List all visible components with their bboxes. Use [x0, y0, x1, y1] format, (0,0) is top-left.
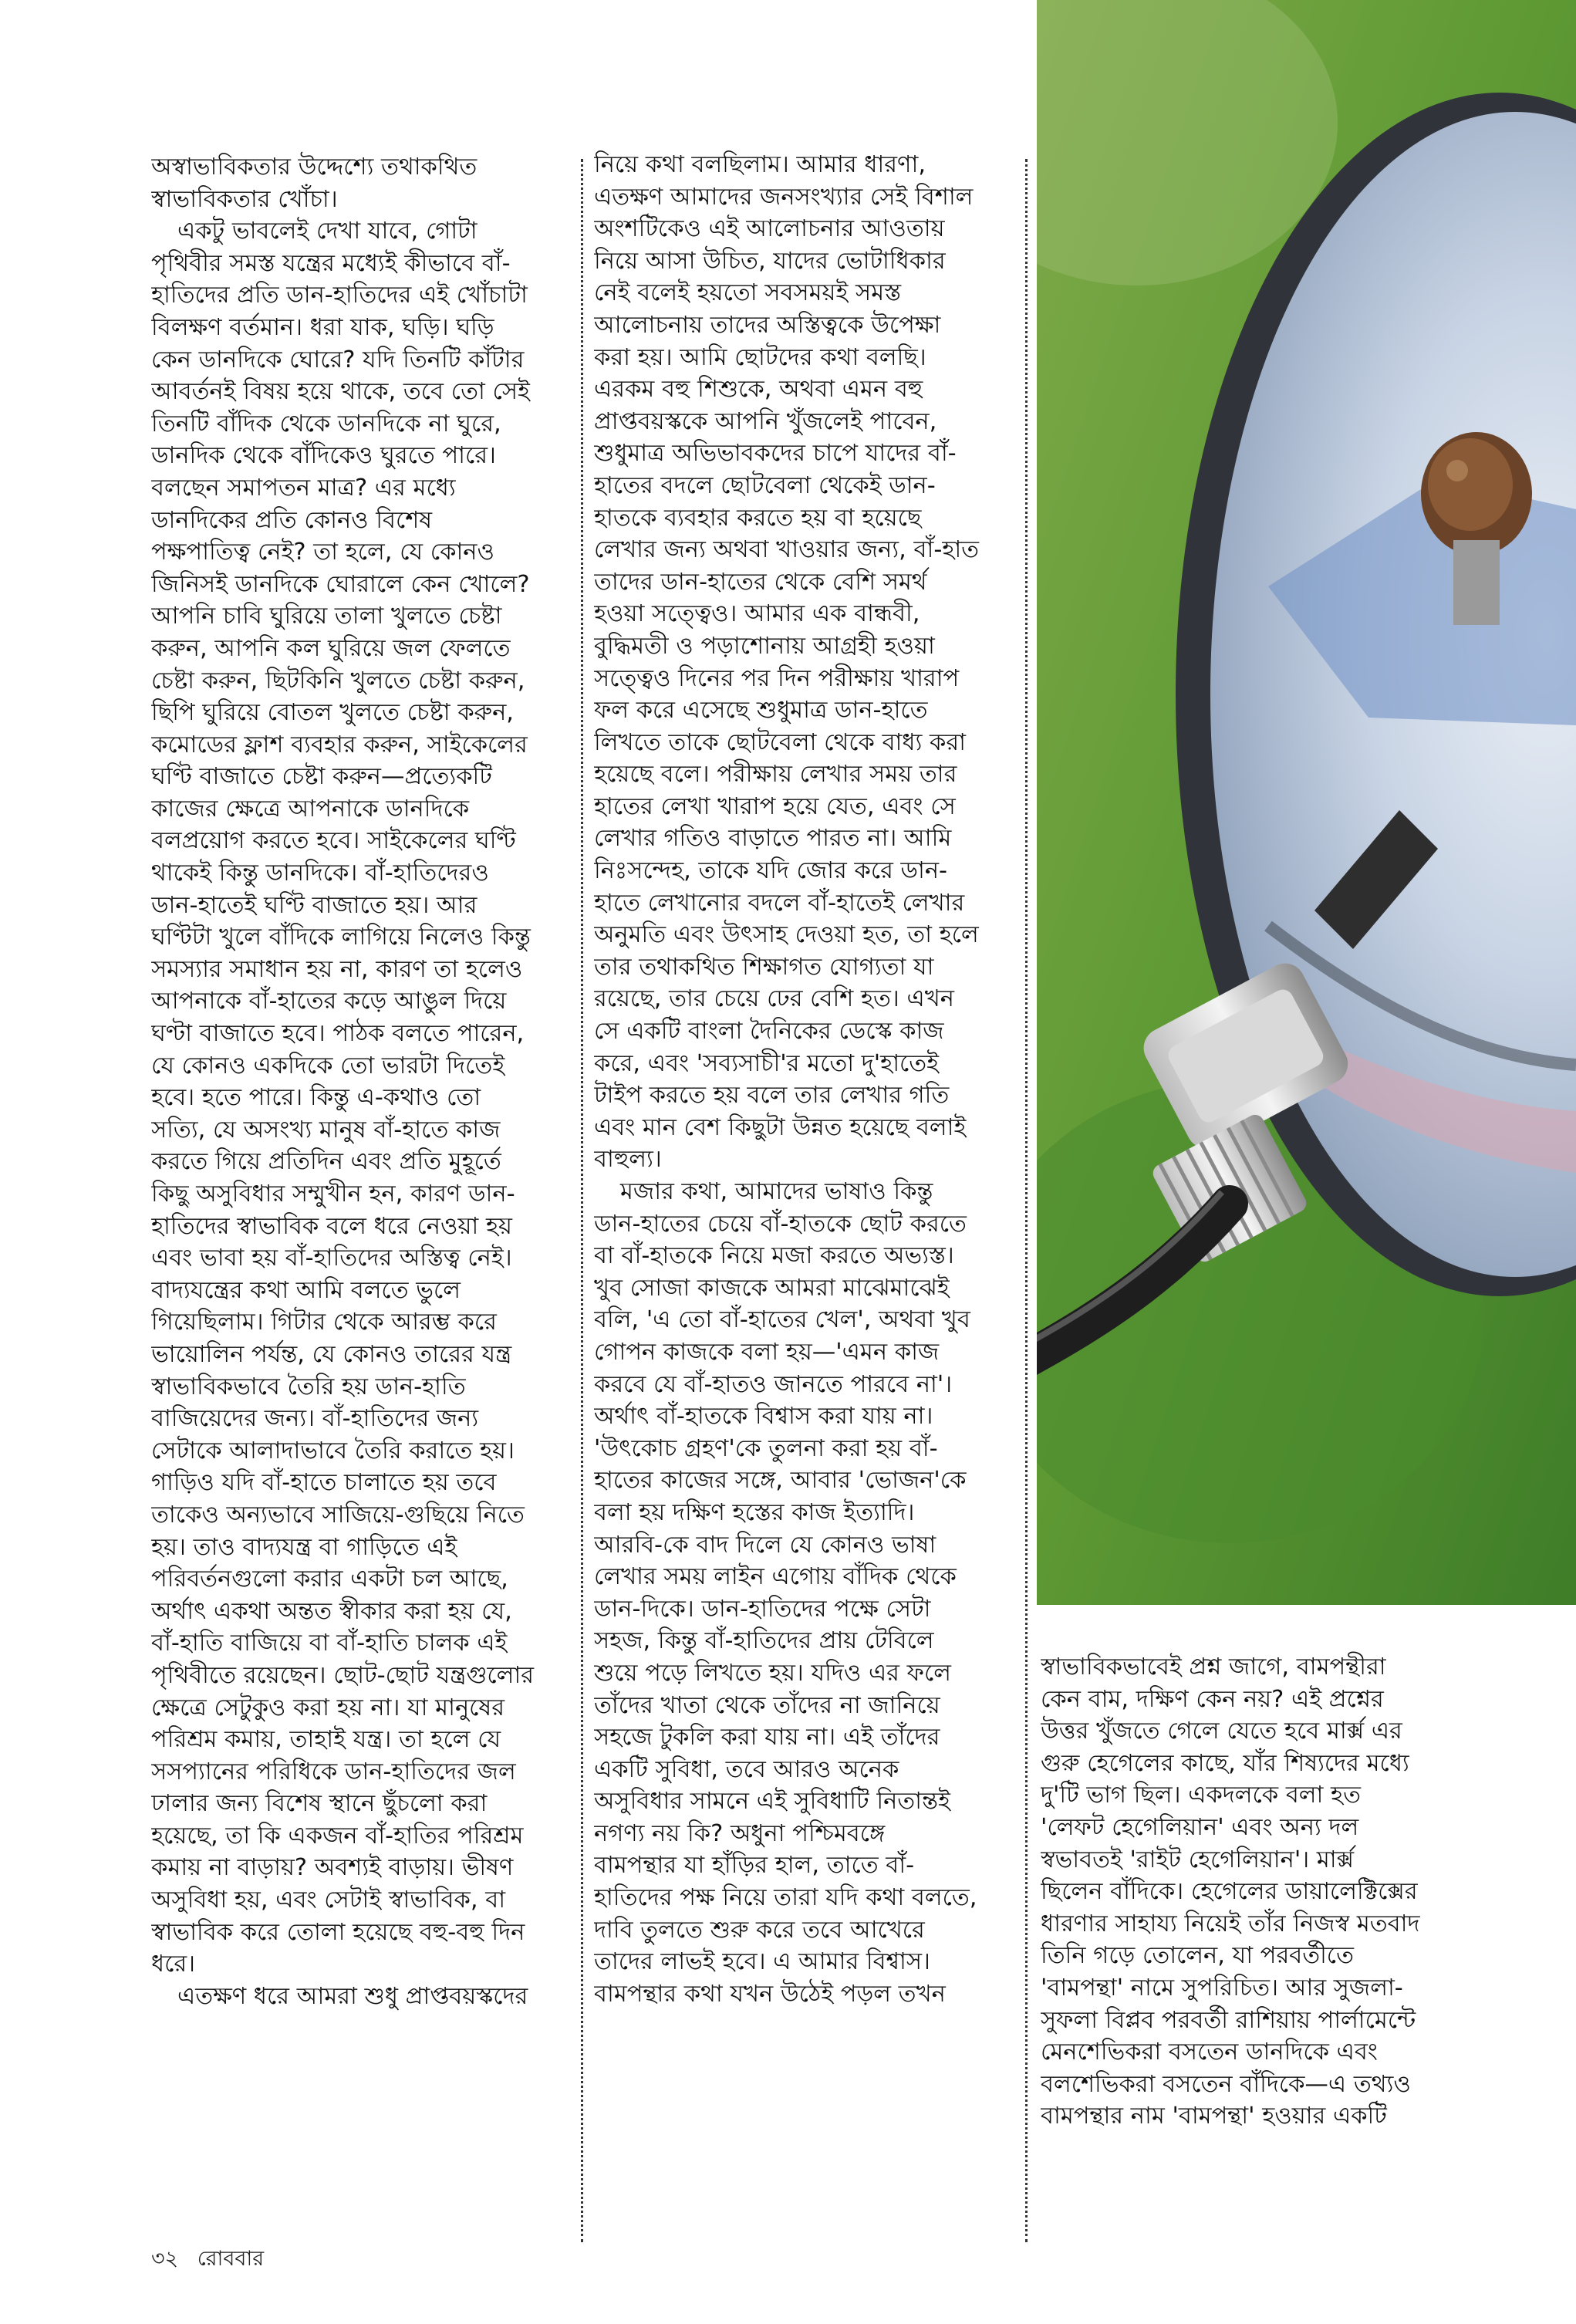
- text-line: স্বাভাবিকতার খোঁচা।: [151, 185, 338, 213]
- text-line: বাজিয়েদের জন্য। বাঁ-হাতিদের জন্য: [151, 1405, 479, 1433]
- article-column-3: [1041, 1651, 1542, 2207]
- text-line: তাকেও অন্যভাবে সাজিয়ে-গুছিয়ে নিতে: [151, 1501, 525, 1529]
- column-divider: [581, 159, 583, 2242]
- text-line: হয়েছে, তা কি একজন বাঁ-হাতির পরিশ্রম: [151, 1822, 524, 1849]
- magazine-name: রোববার: [197, 2247, 265, 2271]
- text-line: অর্থাৎ বাঁ-হাতকে বিশ্বাস করা যায় না।: [594, 1403, 933, 1431]
- text-line: বাঁ-হাতি বাজিয়ে বা বাঁ-হাতি চালক এই: [151, 1630, 508, 1657]
- text-line: নেই বলেই হয়তো সবসময়ই সমস্ত: [594, 279, 902, 307]
- text-line: মেনশেভিকরা বসতেন ডানদিকে এবং: [1041, 2039, 1378, 2066]
- text-line: এরকম বহু শিশুকে, অথবা এমন বহু: [594, 376, 923, 404]
- text-line: নিয়ে আসা উচিত, যাদের ভোটাধিকার: [594, 247, 946, 275]
- text-line: করে, এবং 'সব্যসাচী'র মতো দু'হাতেই: [594, 1049, 940, 1077]
- text-line: স্বাভাবিক করে তোলা হয়েছে বহু-বহু দিন: [151, 1918, 525, 1946]
- text-line: কিছু অসুবিধার সম্মুখীন হন, কারণ ডান-: [151, 1181, 515, 1208]
- text-line: বলি, 'এ তো বাঁ-হাতের খেল', অথবা খুব: [594, 1306, 970, 1334]
- text-line: হাতিদের পক্ষ নিয়ে তারা যদি কথা বলতে,: [594, 1884, 977, 1912]
- text-line: আপনি চাবি ঘুরিয়ে তালা খুলতে চেষ্টা: [151, 603, 502, 630]
- text-line: করবে যে বাঁ-হাতও জানতে পারবে না'।: [594, 1370, 953, 1398]
- text-line: ছিপি ঘুরিয়ে বোতল খুলতে চেষ্টা করুন,: [151, 699, 514, 727]
- article-paragraph: [151, 151, 572, 215]
- text-line: তার তথাকথিত শিক্ষাগত যোগ্যতা যা: [594, 953, 934, 981]
- text-line: ঘণ্টিটা খুলে বাঁদিকে লাগিয়ে নিলেও কিন্তু: [151, 924, 531, 951]
- text-line: অস্বাভাবিকতার উদ্দেশ্যে তথাকথিত: [151, 154, 478, 181]
- text-line: অসুবিধা হয়, এবং সেটাই স্বাভাবিক, বা: [151, 1887, 506, 1914]
- text-line: ডানদিকের প্রতি কোনও বিশেষ: [151, 506, 433, 534]
- text-line: গাড়িও যদি বাঁ-হাতে চালাতে হয় তবে: [151, 1469, 497, 1497]
- text-line: হাতের কাজের সঙ্গে, আবার 'ভোজন'কে: [594, 1467, 967, 1495]
- text-line: গুরু হেগেলের কাছে, যাঁর শিষ্যদের মধ্যে: [1041, 1749, 1409, 1777]
- text-line: ডান-হাতের চেয়ে বাঁ-হাতকে ছোট করতে: [594, 1210, 967, 1238]
- text-line: কাজের ক্ষেত্রে আপনাকে ডানদিকে: [151, 795, 470, 823]
- text-line: অসুবিধার সামনে এই সুবিধাটি নিতান্তই: [594, 1788, 950, 1816]
- text-line: সহজে টুকলি করা যায় না। এই তাঁদের: [594, 1724, 940, 1751]
- text-line: তিনি গড়ে তোলেন, যা পরবর্তীতে: [1041, 1942, 1354, 1970]
- text-line: বলশেভিকরা বসতেন বাঁদিকে—এ তথ্যও: [1041, 2070, 1411, 2098]
- text-line: হাতকে ব্যবহার করতে হয় বা হয়েছে: [594, 504, 922, 532]
- text-line: খুব সোজা কাজকে আমরা মাঝেমাঝেই: [594, 1274, 950, 1302]
- text-line: মজার কথা, আমাদের ভাষাও কিন্তু: [620, 1178, 933, 1205]
- text-line: তাদের ডান-হাতের থেকে বেশি সমর্থ: [594, 568, 927, 596]
- text-line: হবে। হতে পারে। কিন্তু এ-কথাও তো: [151, 1084, 481, 1112]
- text-line: নগণ্য নয় কি? অধুনা পশ্চিমবঙ্গে: [594, 1819, 886, 1847]
- text-line: এবং মান বেশ কিছুটা উন্নত হয়েছে বলাই: [594, 1113, 967, 1141]
- text-line: 'বামপন্থা' নামে সুপরিচিত। আর সুজলা-: [1041, 1974, 1403, 2001]
- text-line: কেন বাম, দক্ষিণ কেন নয়? এই প্রশ্নের: [1041, 1685, 1384, 1713]
- page-footer: [151, 2247, 264, 2272]
- text-line: পরিবর্তনগুলো করার একটা চল আছে,: [151, 1566, 508, 1593]
- text-line: চেষ্টা করুন, ছিটকিনি খুলতে চেষ্টা করুন,: [151, 667, 525, 694]
- text-line: ভায়োলিন পর্যন্ত, যে কোনও তারের যন্ত্র: [151, 1340, 512, 1368]
- text-line: আলোচনায় তাদের অস্তিত্বকে উপেক্ষা: [594, 311, 941, 339]
- text-line: পৃথিবীর সমস্ত যন্ত্রের মধ্যেই কীভাবে বাঁ-: [151, 249, 511, 277]
- text-line: বাহুল্য।: [594, 1146, 662, 1174]
- text-line: কমোডের ফ্লাশ ব্যবহার করুন, সাইকেলের: [151, 731, 528, 758]
- text-line: সে একটি বাংলা দৈনিকের ডেস্কে কাজ: [594, 1018, 944, 1045]
- text-line: শুয়ে পড়ে লিখতে হয়। যদিও এর ফলে: [594, 1659, 951, 1687]
- text-line: স্বাভাবিকভাবে তৈরি হয় ডান-হাতি: [151, 1373, 466, 1400]
- text-line: হয়েছে বলে। পরীক্ষায় লেখার সময় তার: [594, 761, 957, 789]
- text-line: একটি সুবিধা, তবে আরও অনেক: [594, 1755, 899, 1783]
- text-line: দু'টি ভাগ ছিল। একদলকে বলা হত: [1041, 1782, 1361, 1809]
- article-column-1: [151, 151, 572, 2196]
- text-line: বলছেন সমাপতন মাত্র? এর মধ্যে: [151, 474, 456, 502]
- text-line: হাতের লেখা খারাপ হয়ে যেত, এবং সে: [594, 792, 956, 820]
- text-line: গোপন কাজকে বলা হয়—'এমন কাজ: [594, 1338, 940, 1366]
- text-line: কেন ডানদিকে ঘোরে? যদি তিনটি কাঁটার: [151, 346, 525, 373]
- text-line: এতক্ষণ আমাদের জনসংখ্যার সেই বিশাল: [594, 183, 974, 211]
- text-line: সহজ, কিন্তু বাঁ-হাতিদের প্রায় টেবিলে: [594, 1627, 934, 1655]
- text-line: লেখার গতিও বাড়াতে পারত না। আমি: [594, 825, 952, 853]
- bicycle-mirror-photo: [1037, 0, 1576, 1605]
- text-line: ছিলেন বাঁদিকে। হেগেলের ডায়ালেক্টিক্সের: [1041, 1878, 1418, 1906]
- text-line: ফল করে এসেছে শুধুমাত্র ডান-হাতে: [594, 697, 928, 725]
- text-line: আপনাকে বাঁ-হাতের কড়ে আঙুল দিয়ে: [151, 988, 507, 1015]
- text-line: ক্ষেত্রে সেটুকুও করা হয় না। যা মানুষের: [151, 1694, 505, 1721]
- text-line: ঘণ্টি বাজাতে চেষ্টা করুন—প্রত্যেকটি: [151, 763, 492, 791]
- text-line: তাঁদের খাতা থেকে তাঁদের না জানিয়ে: [594, 1691, 940, 1719]
- text-line: তাদের লাভই হবে। এ আমার বিশ্বাস।: [594, 1948, 930, 1976]
- text-line: লিখতে তাকে ছোটবেলা থেকে বাধ্য করা: [594, 728, 966, 756]
- text-line: সত্যি, যে অসংখ্য মানুষ বাঁ-হাতে কাজ: [151, 1116, 501, 1143]
- article-column-2: [594, 149, 1014, 2201]
- text-line: বুদ্ধিমতী ও পড়াশোনায় আগ্রহী হওয়া: [594, 632, 935, 660]
- article-paragraph: [594, 1176, 1014, 2010]
- text-line: অনুমতি এবং উৎসাহ দেওয়া হত, তা হলে: [594, 921, 979, 949]
- text-line: সুফলা বিপ্লব পরবর্তী রাশিয়ায় পার্লামেন্টে: [1041, 2006, 1416, 2034]
- article-paragraph: [151, 1981, 572, 2013]
- text-line: এতক্ষণ ধরে আমরা শুধু প্রাপ্তবয়স্কদের: [177, 1982, 528, 2010]
- text-line: নিয়ে কথা বলছিলাম। আমার ধারণা,: [594, 151, 926, 178]
- text-line: অর্থাৎ একথা অন্তত স্বীকার করা হয় যে,: [151, 1597, 512, 1625]
- text-line: ধারণার সাহায্য নিয়েই তাঁর নিজস্ব মতবাদ: [1041, 1910, 1420, 1937]
- text-line: বামপন্থার যা হাঁড়ির হাল, তাতে বাঁ-: [594, 1852, 915, 1880]
- text-line: করা হয়। আমি ছোটদের কথা বলছি।: [594, 343, 926, 371]
- article-paragraph: [151, 215, 572, 1981]
- text-line: পক্ষপাতিত্ব নেই? তা হলে, যে কোনও: [151, 539, 494, 566]
- text-line: 'লেফট হেগেলিয়ান' এবং অন্য দল: [1041, 1813, 1359, 1841]
- column-divider: [1025, 159, 1028, 2242]
- text-line: স্বভাবতই 'রাইট হেগেলিয়ান'। মার্ক্স: [1041, 1846, 1355, 1873]
- text-line: স্বাভাবিকভাবেই প্রশ্ন জাগে, বামপন্থীরা: [1041, 1653, 1386, 1681]
- text-line: করতে গিয়ে প্রতিদিন এবং প্রতি মুহূর্তে: [151, 1148, 501, 1176]
- text-line: ঘণ্টা বাজাতে হবে। পাঠক বলতে পারেন,: [151, 1020, 525, 1048]
- text-line: বলা হয় দক্ষিণ হস্তের কাজ ইত্যাদি।: [594, 1498, 915, 1526]
- text-line: টাইপ করতে হয় বলে তার লেখার গতি: [594, 1082, 950, 1110]
- text-line: গিয়েছিলাম। গিটার থেকে আরম্ভ করে: [151, 1309, 497, 1336]
- text-line: ঢালার জন্য বিশেষ স্থানে ছুঁচলো করা: [151, 1790, 488, 1818]
- text-line: হয়। তাও বাদ্যযন্ত্র বা গাড়িতে এই: [151, 1533, 457, 1561]
- text-line: হাতিদের স্বাভাবিক বলে ধরে নেওয়া হয়: [151, 1212, 512, 1240]
- text-line: লেখার সময় লাইন এগোয় বাঁদিক থেকে: [594, 1563, 957, 1591]
- text-line: একটু ভাবলেই দেখা যাবে, গোটা: [177, 218, 478, 245]
- text-line: ডান-হাতেই ঘণ্টি বাজাতে হয়। আর: [151, 891, 478, 919]
- text-line: হাতিদের প্রতি ডান-হাতিদের এই খোঁচাটা: [151, 282, 528, 309]
- text-line: যে কোনও একদিকে তো ভারটা দিতেই: [151, 1052, 505, 1079]
- text-line: ধরে।: [151, 1951, 196, 1978]
- text-line: শুধুমাত্র অভিভাবকদের চাপে যাদের বাঁ-: [594, 440, 957, 468]
- text-line: লেখার জন্য অথবা খাওয়ার জন্য, বাঁ-হাত: [594, 536, 980, 564]
- text-line: প্রাপ্তবয়স্ককে আপনি খুঁজলেই পাবেন,: [594, 407, 937, 435]
- text-line: করুন, আপনি কল ঘুরিয়ে জল ফেলতে: [151, 634, 511, 662]
- text-line: বাদ্যযন্ত্রের কথা আমি বলতে ভুলে: [151, 1276, 461, 1304]
- text-line: কমায় না বাড়ায়? অবশ্যই বাড়ায়। ভীষণ: [151, 1854, 514, 1882]
- text-line: পরিশ্রম কমায়, তাহাই যন্ত্র। তা হলে যে: [151, 1726, 501, 1754]
- text-line: পৃথিবীতে রয়েছেন। ছোট-ছোট যন্ত্রগুলোর: [151, 1661, 535, 1689]
- text-line: 'উৎকোচ গ্রহণ'কে তুলনা করা হয় বাঁ-: [594, 1434, 938, 1462]
- text-line: হাতের বদলে ছোটবেলা থেকেই ডান-: [594, 471, 936, 499]
- text-line: সসপ্যানের পরিধিকে ডান-হাতিদের জল: [151, 1758, 516, 1785]
- text-line: থাকেই কিন্তু ডানদিকে। বাঁ-হাতিদেরও: [151, 860, 489, 887]
- text-line: বা বাঁ-হাতকে নিয়ে মজা করতে অভ্যস্ত।: [594, 1242, 954, 1270]
- text-line: আবর্তনই বিষয় হয়ে থাকে, তবে তো সেই: [151, 378, 530, 406]
- text-line: অংশটিকেও এই আলোচনার আওতায়: [594, 215, 945, 243]
- text-line: উত্তর খুঁজতে গেলে যেতে হবে মার্ক্স এর: [1041, 1718, 1402, 1745]
- article-paragraph: [1041, 1651, 1542, 2133]
- text-line: নিঃসন্দেহ, তাকে যদি জোর করে ডান-: [594, 857, 948, 885]
- text-line: বামপন্থার নাম 'বামপন্থা' হওয়ার একটি: [1041, 2103, 1387, 2130]
- text-line: জিনিসই ডানদিকে ঘোরালে কেন খোলে?: [151, 570, 530, 598]
- page-number: ৩২: [151, 2247, 179, 2271]
- text-line: রয়েছে, তার চেয়ে ঢের বেশি হত। এখন: [594, 985, 954, 1013]
- text-line: আরবি-কে বাদ দিলে যে কোনও ভাষা: [594, 1531, 936, 1559]
- text-line: বিলক্ষণ বর্তমান। ধরা যাক, ঘড়ি। ঘড়ি: [151, 313, 494, 341]
- text-line: এবং ভাবা হয় বাঁ-হাতিদের অস্তিত্ব নেই।: [151, 1245, 512, 1272]
- text-line: সেটাকে আলাদাভাবে তৈরি করাতে হয়।: [151, 1437, 515, 1464]
- text-line: ডানদিক থেকে বাঁদিকেও ঘুরতে পারে।: [151, 442, 496, 470]
- text-line: সমস্যার সমাধান হয় না, কারণ তা হলেও: [151, 955, 523, 983]
- text-line: বলপ্রয়োগ করতে হবে। সাইকেলের ঘণ্টি: [151, 827, 516, 855]
- text-line: হাতে লেখানোর বদলে বাঁ-হাতেই লেখার: [594, 889, 965, 917]
- text-line: সত্ত্বেও দিনের পর দিন পরীক্ষায় খারাপ: [594, 664, 960, 692]
- text-line: বামপন্থার কথা যখন উঠেই পড়ল তখন: [594, 1980, 946, 2008]
- text-line: দাবি তুলতে শুরু করে তবে আখেরে: [594, 1916, 925, 1944]
- article-paragraph: [594, 149, 1014, 1176]
- text-line: হওয়া সত্ত্বেও। আমার এক বান্ধবী,: [594, 600, 920, 628]
- text-line: তিনটি বাঁদিক থেকে ডানদিকে না ঘুরে,: [151, 410, 501, 437]
- text-line: ডান-দিকে। ডান-হাতিদের পক্ষে সেটা: [594, 1595, 931, 1623]
